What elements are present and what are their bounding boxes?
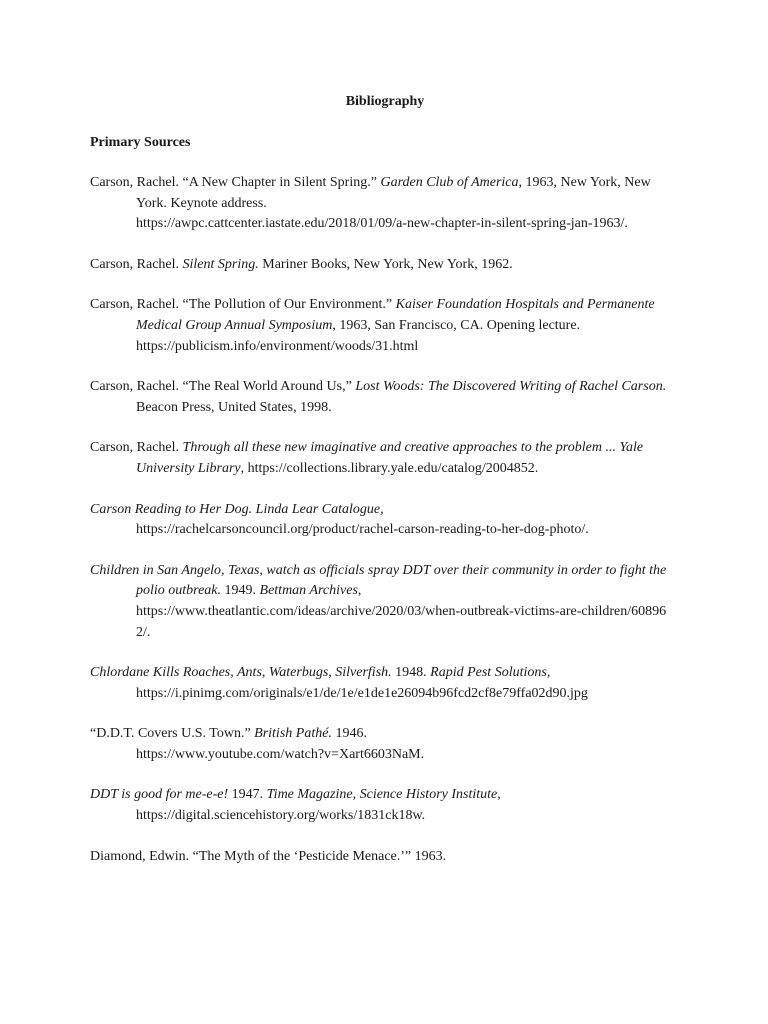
entry-url: https://rachelcarsoncouncil.org/product/rachel-carson-reading-to-her-dog-photo/. — [136, 522, 589, 538]
entry-italic-text: Rapid Pest Solutions, — [430, 665, 551, 681]
entry-url: https://i.pinimg.com/originals/e1/de/1e/e1de1e26094b96fcd2cf8e79ffa02d90.jpg — [136, 685, 588, 701]
entry-text: Carson, Rachel. “The Pollution of Our Environment.” — [90, 297, 396, 313]
bibliography-entry — [90, 724, 680, 765]
entry-italic-text: Chlordane Kills Roaches, Ants, Waterbugs, Silverfish. — [90, 665, 392, 681]
bibliography-entry — [90, 847, 680, 868]
bibliography-entry — [90, 500, 680, 541]
entry-italic-text: DDT is good for me-e-e! — [90, 787, 229, 803]
entry-italic-text: Carson Reading to Her Dog. Linda Lear Catalogue, — [90, 501, 384, 517]
document-page — [90, 91, 680, 887]
bibliography-entry — [90, 663, 680, 704]
entry-italic-text: Bettman Archives — [259, 583, 358, 599]
entry-italic-text: Through all these new imaginative and creative approaches to the problem ... Yale University Library — [136, 440, 644, 476]
entry-text: , 1963, New York, New York. Keynote address. — [136, 175, 651, 211]
entry-url: https://www.theatlantic.com/ideas/archive/2020/03/when-outbreak-victims-are-children/608962/. — [136, 603, 667, 640]
entry-italic-text: British Pathé. — [254, 726, 332, 742]
bibliography-entry — [90, 377, 680, 418]
entry-text: , — [357, 583, 362, 599]
bibliography-entry — [90, 255, 680, 276]
section-heading: Primary Sources — [90, 135, 191, 150]
entry-text: Carson, Rachel. “The Real World Around Us,” — [90, 379, 356, 395]
entry-italic-text: Garden Club of America — [380, 175, 519, 190]
entry-italic-text: Silent Spring. — [182, 256, 259, 272]
bibliography-entry — [90, 561, 680, 643]
entry-url: https://www.youtube.com/watch?v=Xart6603NaM. — [136, 746, 425, 762]
entry-italic-text: Lost Woods: The Discovered Writing of Rachel Carson. — [355, 379, 667, 395]
entry-url: https://digital.sciencehistory.org/works/1831ck18w. — [136, 808, 426, 824]
entry-text: “D.D.T. Covers U.S. Town.” — [90, 726, 255, 742]
entry-text: Diamond, Edwin. “The Myth of the ‘Pesticide Menace.’” 1963. — [90, 848, 447, 864]
entry-text: Mariner Books, New York, New York, 1962. — [258, 256, 513, 272]
bibliography-entry — [90, 438, 680, 479]
entry-text: Carson, Rachel. “A New Chapter in Silent Spring.” — [90, 175, 381, 190]
entry-text: 1948. — [391, 665, 431, 681]
entry-url: https://awpc.cattcenter.iastate.edu/2018/01/09/a-new-chapter-in-silent-spring-jan-1963/. — [136, 216, 628, 232]
entry-text: Beacon Press, United States, 1998. — [136, 399, 332, 415]
entry-italic-text: Kaiser Foundation Hospitals and Permanente Medical Group Annual Symposium — [136, 297, 655, 333]
bibliography-entry — [90, 295, 680, 357]
entry-text: , https://collections.library.yale.edu/catalog/2004852. — [240, 460, 539, 476]
entry-text: Carson, Rachel. — [90, 440, 183, 456]
bibliography-entry — [90, 785, 680, 826]
entry-text: Carson, Rachel. — [90, 256, 183, 272]
entry-url: https://publicism.info/environment/woods/31.html — [136, 338, 419, 354]
bibliography-entry — [90, 173, 680, 235]
entry-text: 1947. — [228, 787, 267, 803]
entry-text: 1946. — [331, 726, 367, 742]
page-title: Bibliography — [345, 94, 425, 109]
entry-text: , 1963, San Francisco, CA. Opening lecture. — [332, 317, 581, 333]
entry-italic-text: Children in San Angelo, Texas, watch as officials spray DDT over their community in order to fight the polio outbreak. — [90, 562, 667, 599]
entry-text: 1949. — [221, 583, 260, 599]
entry-italic-text: Time Magazine, Science History Institute, — [266, 787, 501, 803]
